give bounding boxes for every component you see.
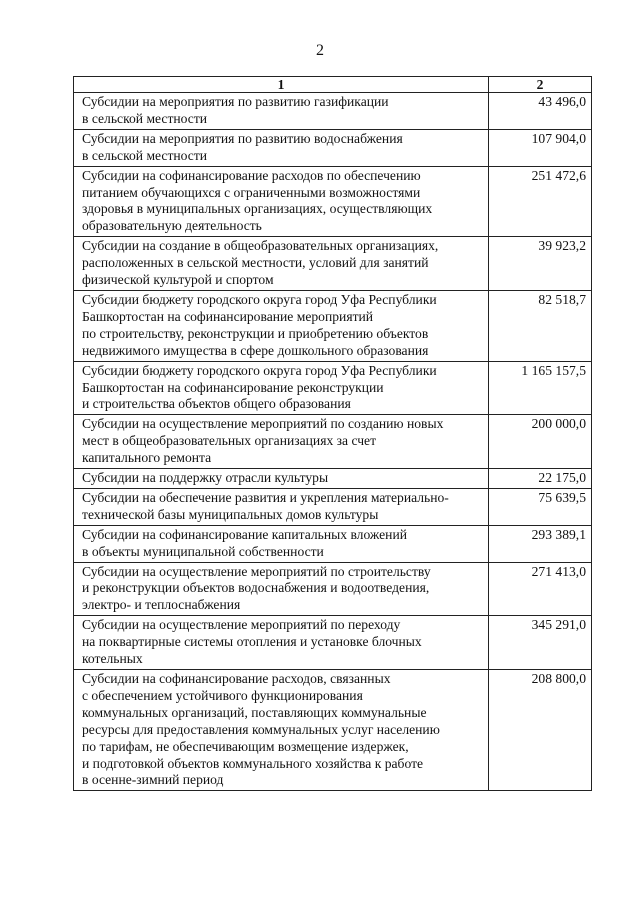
subsidy-description	[74, 415, 489, 469]
table-row	[74, 129, 592, 166]
subsidy-description	[74, 93, 489, 130]
description-line: Субсидии на поддержку отрасли культуры	[82, 470, 329, 486]
subsidy-description	[74, 488, 489, 525]
table-row	[74, 93, 592, 130]
description-line: Субсидии на осуществление мероприятий по переходу	[82, 617, 401, 633]
description-line: коммунальных организаций, поставляющих коммунальные	[82, 704, 427, 720]
subsidy-amount: 107 904,0	[489, 129, 592, 166]
description-line: в объекты муниципальной собственности	[82, 543, 324, 559]
table-body	[74, 93, 592, 791]
description-line: Субсидии на осуществление мероприятий по созданию новых	[82, 416, 444, 432]
table-header-row	[74, 77, 592, 93]
description-line: Субсидии на софинансирование капитальных вложений	[82, 526, 407, 542]
subsidy-amount: 293 389,1	[489, 525, 592, 562]
description-line: Субсидии на софинансирование расходов по обеспечению	[82, 167, 421, 183]
subsidy-description	[74, 361, 489, 415]
description-line: Субсидии бюджету городского округа город Уфа Республики	[82, 291, 437, 307]
description-line: в сельской местности	[82, 147, 208, 163]
description-line: образовательную деятельность	[82, 218, 262, 234]
description-line: Субсидии на мероприятия по развитию водоснабжения	[82, 130, 403, 146]
table-row	[74, 290, 592, 361]
description-line: Субсидии на обеспечение развития и укрепления материально-	[82, 489, 449, 505]
description-line: питанием обучающихся с ограниченными возможностями	[82, 184, 421, 200]
subsidy-amount: 22 175,0	[489, 469, 592, 489]
description-line: Башкортостан на софинансирование реконструкции	[82, 379, 384, 395]
description-line: Субсидии на создание в общеобразовательных организациях,	[82, 238, 439, 254]
description-line: в осенне-зимний период	[82, 772, 224, 788]
column-header-1: 1	[74, 77, 489, 93]
description-line: технической базы муниципальных домов культуры	[82, 506, 379, 522]
subsidy-description	[74, 562, 489, 616]
subsidy-amount: 43 496,0	[489, 93, 592, 130]
table-row	[74, 525, 592, 562]
subsidy-amount: 345 291,0	[489, 616, 592, 670]
subsidy-amount: 200 000,0	[489, 415, 592, 469]
subsidy-description	[74, 237, 489, 291]
description-line: котельных	[82, 651, 143, 667]
description-line: Субсидии бюджету городского округа город Уфа Республики	[82, 362, 437, 378]
description-line: по тарифам, не обеспечивающим возмещение издержек,	[82, 738, 409, 754]
description-line: и подготовкой объектов коммунального хозяйства к работе	[82, 755, 424, 771]
description-line: Башкортостан на софинансирование мероприятий	[82, 308, 374, 324]
table-row	[74, 616, 592, 670]
description-line: расположенных в сельской местности, условий для занятий	[82, 255, 429, 271]
description-line: и реконструкции объектов водоснабжения и водоотведения,	[82, 580, 430, 596]
subsidy-description	[74, 469, 489, 489]
subsidy-description	[74, 525, 489, 562]
table-row	[74, 562, 592, 616]
subsidy-amount: 251 472,6	[489, 166, 592, 237]
description-line: здоровья в муниципальных организациях, осуществляющих	[82, 201, 433, 217]
description-line: в сельской местности	[82, 110, 208, 126]
budget-table	[73, 76, 592, 791]
column-header-2: 2	[489, 77, 592, 93]
description-line: и строительства объектов общего образования	[82, 396, 351, 412]
description-line: с обеспечением устойчивого функционирования	[82, 687, 363, 703]
description-line: Субсидии на софинансирование расходов, связанных	[82, 671, 391, 686]
description-line: Субсидии на мероприятия по развитию газификации	[82, 94, 389, 109]
subsidy-amount: 208 800,0	[489, 670, 592, 791]
subsidy-amount: 82 518,7	[489, 290, 592, 361]
table-row	[74, 415, 592, 469]
subsidy-amount: 1 165 157,5	[489, 361, 592, 415]
page-number: 2	[316, 42, 324, 59]
table-row	[74, 166, 592, 237]
table-row	[74, 670, 592, 791]
description-line: физической культурой и спортом	[82, 272, 274, 288]
description-line: электро- и теплоснабжения	[82, 597, 241, 613]
subsidy-amount: 271 413,0	[489, 562, 592, 616]
subsidy-amount: 39 923,2	[489, 237, 592, 291]
subsidy-description	[74, 290, 489, 361]
table-row	[74, 237, 592, 291]
subsidy-description	[74, 616, 489, 670]
table-row	[74, 488, 592, 525]
description-line: Субсидии на осуществление мероприятий по строительству	[82, 563, 431, 579]
description-line: недвижимого имущества в сфере дошкольного образования	[82, 342, 429, 358]
description-line: на поквартирные системы отопления и установке блочных	[82, 634, 422, 650]
description-line: по строительству, реконструкции и приобретению объектов	[82, 325, 429, 341]
subsidy-description	[74, 129, 489, 166]
description-line: ресурсы для предоставления коммунальных услуг населению	[82, 721, 440, 737]
subsidy-amount: 75 639,5	[489, 488, 592, 525]
description-line: капитального ремонта	[82, 450, 212, 466]
subsidy-description	[74, 166, 489, 237]
description-line: мест в общеобразовательных организациях за счет	[82, 433, 377, 449]
table-row	[74, 469, 592, 489]
table-row	[74, 361, 592, 415]
subsidy-description	[74, 670, 489, 791]
